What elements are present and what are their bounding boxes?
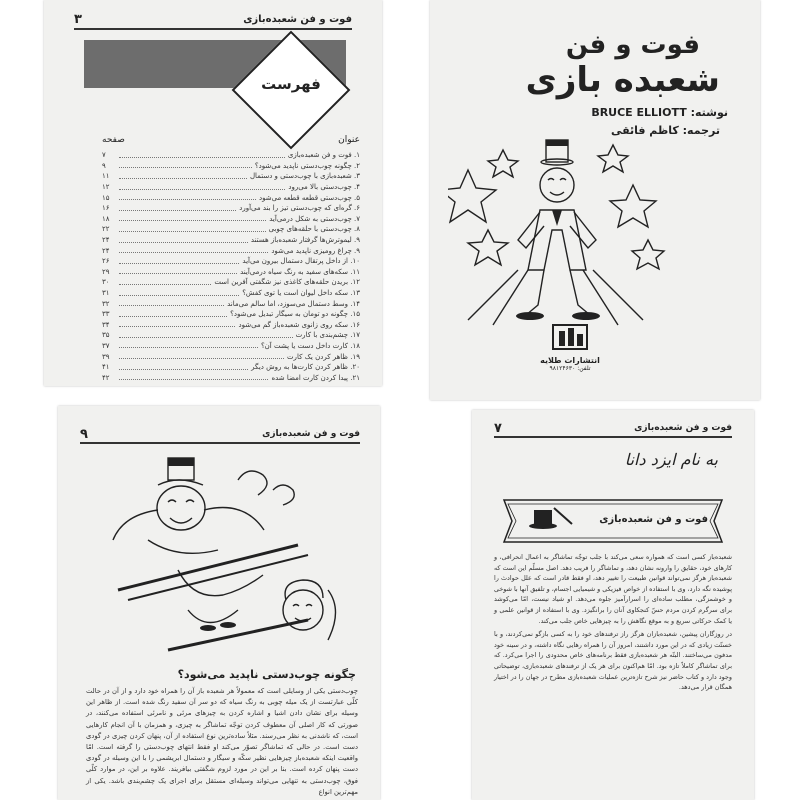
toc-entry-title: ۷. چوب‌دستی به شکل درمی‌آید [269,214,360,223]
publisher-emblem-icon [550,322,590,352]
column-page-header: صفحه [102,135,125,145]
toc-leader-dots [119,248,268,253]
toc-entry-title: ۹. لیموترش‌ها گرفتار شعبده‌باز هستند [250,236,360,245]
toc-entry-page: ۱۲ [102,183,110,192]
publisher-name: انتشارات طلایه [540,356,600,365]
cover-page [430,0,760,400]
toc-leader-dots [119,365,248,370]
toc-leader-dots [119,163,252,168]
toc-entry [102,288,360,299]
toc-leader-dots [119,185,285,190]
toc-title: فهرست [261,75,321,93]
running-header [494,420,732,438]
toc-leader-dots [119,269,237,274]
toc-entry [102,267,360,278]
toc-entry-page: ۲۲ [102,225,110,234]
toc-entry-title: ۱۵. چگونه دو تومان به سیگار تبدیل می‌شود؟ [230,310,360,319]
running-title: فوت و فن شعبده‌بازی [634,423,732,433]
toc-entry-title: ۳. شعبده‌بازی با چوب‌دستی و دستمال [249,172,360,181]
toc-entry-title: ۲. چگونه چوب‌دستی ناپدید می‌شود؟ [254,161,360,170]
publisher-phone: تلفن: ۹۸۱۲۴۶۳۰ [549,365,591,372]
toc-entry-title: ۸. چوب‌دستی با حلقه‌های چوبی [268,225,360,234]
toc-leader-dots [119,259,239,264]
toc-leader-dots [119,291,239,296]
toc-entry-title: ۱۷. چشم‌بندی با کارت [295,331,360,340]
toc-entry [102,309,360,320]
toc-entry-title: ۱. فوت و فن شعبده‌بازی [287,151,360,160]
toc-leader-dots [119,375,268,380]
toc-entry-page: ۳۹ [102,352,110,361]
invocation-text: به نام ایزد دانا [624,450,718,469]
toc-entry [102,362,360,373]
toc-entry-page: ۳۰ [102,278,110,287]
chapter-title: فوت و فن شعبده‌بازی [599,514,708,525]
toc-entry-page: ۲۹ [102,267,110,276]
author-line: نوشته: BRUCE ELLIOTT [591,106,728,119]
toc-entry [102,330,360,341]
magician-illustration [448,130,668,330]
toc-entry [102,224,360,235]
toc-entry-page: ۴۲ [102,373,110,382]
toc-entry [102,351,360,362]
toc-entry [102,214,360,225]
toc-list [102,150,360,383]
toc-leader-dots [119,174,247,179]
toc-entry [102,298,360,309]
top-hat-icon [529,508,572,529]
toc-entry-page: ۲۶ [102,257,110,266]
toc-leader-dots [119,343,258,348]
toc-entry-title: ۶. گره‌ای که چوب‌دستی تیز را بند می‌آورد [239,204,360,213]
toc-entry-title: ۲۱. پیدا کردن کارت امضا شده [271,373,360,382]
translator-line: ترجمه: کاظم فائقی [610,124,720,137]
toc-entry-title: ۱۱. سکه‌های سفید به رنگ سیاه درمی‌آیند [240,267,360,276]
toc-leader-dots [119,238,248,243]
toc-leader-dots [119,280,211,285]
toc-entry-title: ۵. چوب‌دستی قطعه قطعه می‌شود [259,193,360,202]
toc-entry-page: ۹ [102,161,106,170]
cover-title-line2: شعبده بازی [525,60,720,100]
toc-entry-title: ۱۰. از داخل پرتقال دستمال بیرون می‌آید [242,257,360,266]
toc-leader-dots [119,227,266,232]
wand-trick-illustration [88,450,348,660]
toc-entry-page: ۳۵ [102,331,110,340]
toc-entry [102,245,360,256]
chapter-page-7 [472,410,754,800]
toc-leader-dots [119,195,256,200]
toc-entry [102,320,360,331]
toc-leader-dots [119,312,227,317]
body-text: چوب‌دستی یکی از وسایلی است که معمولاً هر شعبده باز آن را همراه خود دارد و از آن در حالت کلّی عبارتست از یک میله چوبی به رنگ سیاه که دو سر آن سفید رنگ شده است. از ظاهر این وسیله برای نشان دادن اشیا و اشاره کردن به چیزهای مرئی و نامرئی استفاده می‌کنند، در صورتی که کار اصلی آن معطوف کردن توجّه تماشاگر به چیزی، و همزمان با آن انجام کارهایی است، که ناشدنی به نظر می‌رسند. مثلاً ساده‌ترین نوع استفاده از آن، پنهان کردن چیزی در گودی دست است. در حالی که تماشاگر تصوّر می‌کند او فقط انتهای چوب‌دستی را گرفته است. امّا واقعیت اینکه شعبده‌باز چیزهایی نظیر سکّه و سیگار و دستمال ابریشمی را با این وسیله در گودی دست پنهان کرده است. بنا بر این در مورد لزوم شگفتی بیافریند. علاوه بر این، در موارد کلّی فوق، چوب‌دستی به تنهایی می‌تواند وسیله‌ای مستقل برای اجرای یک چشم‌بندی باشد. یکی از مهم‌ترین انواع [86,687,358,796]
toc-entry-page: ۳۲ [102,299,110,308]
toc-leader-dots [119,301,224,306]
toc-entry [102,235,360,246]
toc-entry-page: ۴۱ [102,363,110,372]
toc-leader-dots [119,322,235,327]
toc-leader-dots [119,354,284,359]
toc-entry [102,341,360,352]
toc-entry-title: ۱۶. سکه روی زانوی شعبده‌باز گم می‌شود [238,320,360,329]
toc-entry-page: ۱۸ [102,214,110,223]
page-number: ۷ [494,420,502,436]
toc-entry-title: ۱۳. سکه داخل لیوان است یا توی کفش؟ [242,289,360,298]
toc-entry-page: ۱۵ [102,193,110,202]
toc-entry [102,150,360,161]
toc-entry [102,277,360,288]
running-title: فوت و فن شعبده‌بازی [262,429,360,439]
toc-entry-title: ۲۰. ظاهر کردن کارت‌ها به روش دیگر [251,363,360,372]
toc-entry-title: ۴. چوب‌دستی بالا می‌رود [288,183,360,192]
body-text [494,552,732,696]
toc-entry-page: ۳۳ [102,310,110,319]
toc-entry [102,182,360,193]
running-title: فوت و فن شعبده‌بازی [243,13,352,25]
body-paragraph: در روزگاران پیشین، شعبده‌بازان هرگز راز ترفندهای خود را به کسی بازگو نمی‌کردند، و با خستّت زیادی که در این مورد داشتند، امروز آن را همراه رهایی نگاه داشته، و در سینه خود مدفون می‌ساختند. البتّه هر شعبده‌بازی فقط برنامه‌های خاص محدودی را اجرا می‌کرد. که برای تماشاگر کاملاً تازه بود. امّا هم‌اکنون برای هر یک از ترفندهای شعبده‌بازی، توضیحاتی وجود دارد و کتاب حاضر نیز شرح تازه‌ترین عملیات شعبده‌بازی مطرح در جهان را در اختیار همگان قرار می‌دهد. [494,630,732,692]
toc-entry-page: ۳۱ [102,289,110,298]
toc-entry-title: ۱۹. ظاهر کردن یک کارت [286,352,360,361]
toc-leader-dots [119,153,285,158]
toc-entry [102,192,360,203]
toc-entry-page: ۲۴ [102,246,110,255]
toc-entry-page: ۱۱ [102,172,110,181]
publisher-logo [540,322,600,372]
toc-entry [102,203,360,214]
toc-entry-page: ۳۷ [102,341,110,350]
toc-entry-title: ۱۴. وسط دستمال می‌سوزد، اما سالم می‌ماند [227,299,360,308]
toc-leader-dots [119,216,266,221]
toc-entry [102,161,360,172]
toc-entry-page: ۲۴ [102,236,110,245]
toc-entry-title: ۱۲. بریدن حلقه‌های کاغذی نیز شگفتی آفرین است [214,278,360,287]
toc-entry-title: ۱۸. کارت داخل دست یا پشت آن؟ [260,341,360,350]
toc-entry [102,256,360,267]
cover-title-line1: فوت و فن [565,30,700,60]
toc-entry-title: ۹. چراغ رومیزی ناپدید می‌شود [271,246,360,255]
toc-entry-page: ۱۶ [102,204,110,213]
toc-entry [102,171,360,182]
column-title-header: عنوان [338,135,360,145]
toc-page [44,0,382,386]
toc-leader-dots [119,206,236,211]
body-paragraph: شعبده‌باز کسی است که همواره سعی می‌کند با جلب توجّه تماشاگر به اعمال انحرافی، و کارهای خود، حقایق را وارونه نشان دهد، و تماشاگر را فریب دهد. اصل مسلّم این است که شعبده‌باز هرگز نمی‌تواند قوانین طبیعت را تغییر دهد، او فقط قادر است که علل حوادث را پوشیده نگه دارد، وی با استفاده از خواص فیزیکی و شیمیایی اجسام، و تلفیق آنها با شوخی و خوشمزگی، مطلب ساده‌ای را اسرارآمیز جلوه می‌دهد. او شیاد نیست، امّا می‌کوشد برای سرگرم کردن مردم حسّ کنجکاوی آنان را برانگیزد. وی با استفاده از قوانین علمی و یا کمک حرکاتی سریع و به موقع نگاهش را به چیزهایی خاص جلب می‌کند. [494,553,732,625]
chapter-page-9 [58,406,380,800]
toc-entry-page: ۷ [102,151,106,160]
running-header [74,10,352,30]
section-heading: چگونه چوب‌دستی ناپدید می‌شود؟ [177,668,356,681]
running-header [80,426,360,444]
toc-leader-dots [119,333,293,338]
toc-entry-page: ۳۴ [102,320,110,329]
toc-entry [102,372,360,383]
page-number: ۹ [80,426,88,442]
page-number: ۳ [74,11,82,27]
